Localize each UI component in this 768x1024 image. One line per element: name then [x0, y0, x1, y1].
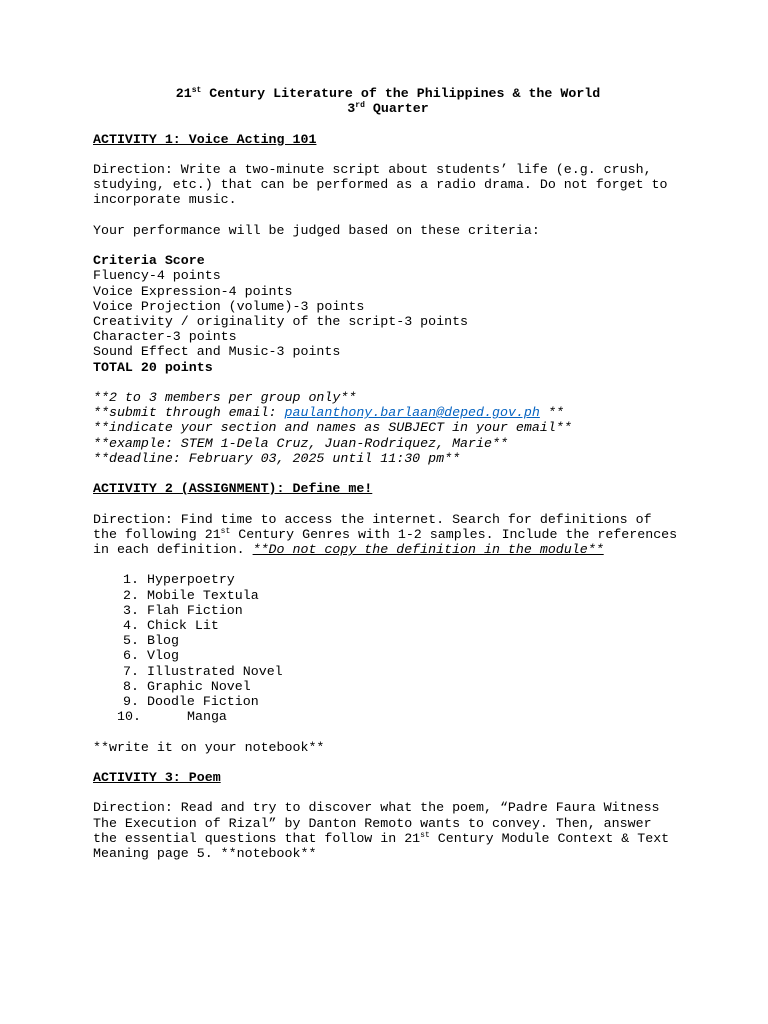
- activity2-direction: Direction: Find time to access the internet. Search for definitions of the following 21st Century Genres with 1-2 samples. Include the references in each definition. **Do not copy the definition in the module**: [93, 511, 678, 557]
- list-item: 4. Chick Lit: [123, 617, 219, 633]
- criteria-item: Fluency-4 points: [93, 268, 221, 284]
- list-item: 10. Manga: [117, 709, 227, 725]
- list-item: 5. Blog: [123, 633, 179, 649]
- criteria-item: Creativity / originality of the script-3 points: [93, 313, 469, 329]
- criteria-item: Character-3 points: [93, 329, 237, 345]
- note-indicate: **indicate your section and names as SUBJECT in your email**: [93, 420, 572, 436]
- note-deadline: **deadline: February 03, 2025 until 11:30 pm**: [93, 450, 461, 466]
- activity2-heading: ACTIVITY 2 (ASSIGNMENT): Define me!: [93, 481, 373, 497]
- note-submit: **submit through email: paulanthony.barlaan@deped.gov.ph **: [93, 405, 564, 421]
- list-item: 7. Illustrated Novel: [123, 663, 283, 679]
- quarter-label: 3rd Quarter: [347, 101, 429, 117]
- genre-list: [93, 572, 683, 724]
- note-members: **2 to 3 members per group only**: [93, 389, 357, 405]
- criteria-heading: Criteria Score: [93, 253, 205, 269]
- email-link[interactable]: paulanthony.barlaan@deped.gov.ph: [284, 405, 540, 421]
- list-item: 9. Doodle Fiction: [123, 694, 259, 709]
- notebook-note: **write it on your notebook**: [93, 739, 325, 755]
- criteria-item: Sound Effect and Music-3 points: [93, 344, 341, 360]
- no-copy-warning: **Do not copy the definition in the module**: [252, 541, 604, 557]
- document-page: [93, 86, 683, 861]
- list-item: 3. Flah Fiction: [123, 602, 243, 618]
- criteria-total: TOTAL 20 points: [93, 359, 213, 375]
- list-item: 6. Vlog: [123, 648, 179, 664]
- list-item: 8. Graphic Novel: [123, 678, 251, 694]
- list-item: 1. Hyperpoetry: [123, 572, 235, 588]
- activity1-direction: Direction: Write a two-minute script about students’ life (e.g. crush, studying, etc.) that can be performed as a radio drama. Do not forget to incorporate music.: [93, 161, 668, 208]
- criteria-item: Voice Projection (volume)-3 points: [93, 298, 365, 314]
- criteria-item: Voice Expression-4 points: [93, 283, 293, 299]
- activity3-heading: ACTIVITY 3: Poem: [93, 769, 221, 785]
- activity1-judged-text: Your performance will be judged based on these criteria:: [93, 222, 540, 238]
- document-title: 21st Century Literature of the Philippines & the World: [175, 86, 601, 101]
- activity3-direction: Direction: Read and try to discover what the poem, “Padre Faura Witness The Execution of Rizal” by Danton Remoto wants to convey. Then, answer the essential questions that follow in 21st Century Module Context & Text Meaning page 5. **notebook**: [93, 800, 670, 861]
- list-item: 2. Mobile Textula: [123, 587, 259, 603]
- note-example: **example: STEM 1-Dela Cruz, Juan-Rodriquez, Marie**: [93, 435, 508, 451]
- activity1-heading: ACTIVITY 1: Voice Acting 101: [93, 131, 317, 147]
